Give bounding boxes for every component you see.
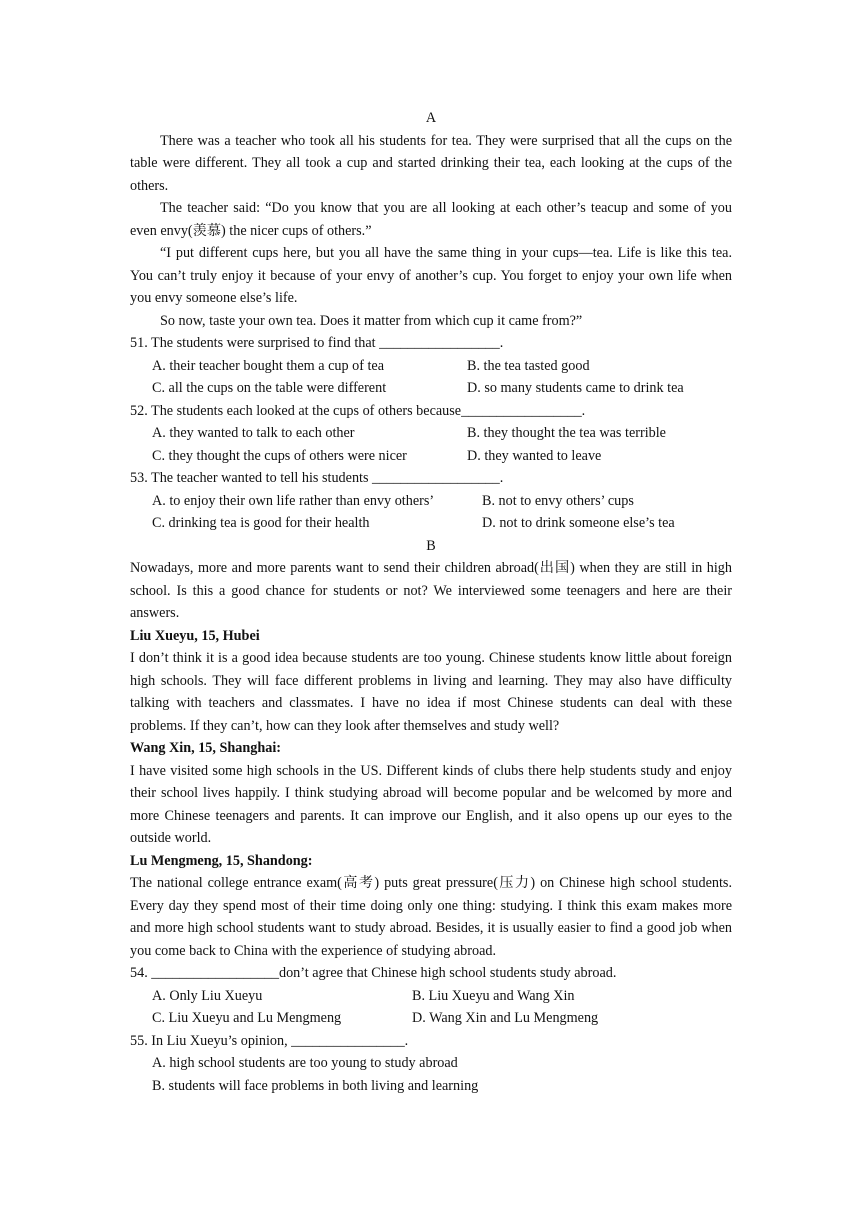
document-content bbox=[130, 107, 732, 1097]
option-b: B. students will face problems in both living and learning bbox=[152, 1077, 479, 1094]
speaker-text-3: The national college entrance exam(高考) puts great pressure(压力) on Chinese high school students. Every day they spend most of their time doing only one thing: studying. I think this exam makes more and more high school students want to study abroad. Besides, it is usually easier to find a good job when you come back to China with the experience of studying abroad. bbox=[130, 875, 732, 959]
question-stem: 52. The students each looked at the cups of others because_________________. bbox=[130, 402, 586, 419]
passage-a-label: A bbox=[425, 110, 437, 126]
option-a: A. to enjoy their own life rather than envy others’ bbox=[152, 492, 435, 509]
speaker-name-3: Lu Mengmeng, 15, Shandong: bbox=[130, 852, 313, 869]
option-c: C. drinking tea is good for their health bbox=[152, 515, 370, 531]
option-a: A. Only Liu Xueyu bbox=[152, 987, 263, 1004]
option-a: A. high school students are too young to study abroad bbox=[152, 1055, 458, 1071]
question-stem: 54. __________________don’t agree that Chinese high school students study abroad. bbox=[130, 965, 617, 981]
option-c: C. Liu Xueyu and Lu Mengmeng bbox=[152, 1010, 342, 1026]
speaker-text-1: I don’t think it is a good idea because students are too young. Chinese students know little about foreign high schools. They will face different problems in living and learning. They may also have difficulty talking with teachers and classmates. I have no idea if most Chinese students can deal with these problems. If they can’t, how can they look after themselves and study well? bbox=[130, 650, 732, 734]
option-b: B. Liu Xueyu and Wang Xin bbox=[412, 987, 575, 1004]
option-d: D. Wang Xin and Lu Mengmeng bbox=[412, 1010, 599, 1026]
question-53 bbox=[130, 467, 732, 535]
passage-a-paragraph-4: So now, taste your own tea. Does it matter from which cup it came from?” bbox=[160, 312, 583, 329]
speaker-text-2: I have visited some high schools in the US. Different kinds of clubs there help students study and enjoy their school lives happily. I think studying abroad will become popular and be welcomed by more and more Chinese teenagers and parents. It can improve our English, and it also opens up our eyes to the outside world. bbox=[130, 762, 732, 846]
option-d: D. not to drink someone else’s tea bbox=[482, 515, 675, 531]
question-stem: 53. The teacher wanted to tell his students __________________. bbox=[130, 470, 504, 486]
option-c: C. they thought the cups of others were nicer bbox=[152, 447, 407, 464]
question-55 bbox=[130, 1030, 732, 1098]
passage-a-paragraph-3: “I put different cups here, but you all have the same thing in your cups—tea. Life is like this tea. You can’t truly enjoy it because of your envy of another’s cup. You forget to enjoy your own life when you envy someone else’s life. bbox=[130, 245, 732, 306]
option-a: A. they wanted to talk to each other bbox=[152, 425, 355, 441]
question-51 bbox=[130, 332, 732, 400]
option-d: D. so many students came to drink tea bbox=[467, 380, 684, 396]
speaker-name-2: Wang Xin, 15, Shanghai: bbox=[130, 740, 281, 756]
option-c: C. all the cups on the table were different bbox=[152, 380, 387, 396]
question-stem: 55. In Liu Xueyu’s opinion, ________________. bbox=[130, 1032, 409, 1049]
speaker-name-1: Liu Xueyu, 15, Hubei bbox=[130, 627, 260, 644]
passage-a-paragraph-2: The teacher said: “Do you know that you are all looking at each other’s teacup and some of you even envy(羡慕) the nicer cups of others.” bbox=[130, 200, 732, 239]
option-a: A. their teacher bought them a cup of tea bbox=[152, 357, 385, 374]
question-stem: 51. The students were surprised to find that _________________. bbox=[130, 335, 504, 351]
passage-b-intro: Nowadays, more and more parents want to send their children abroad(出国) when they are still in high school. Is this a good chance for students or not? We interviewed some teenagers and here are their answers. bbox=[130, 560, 732, 621]
question-52 bbox=[130, 400, 732, 468]
option-b: B. they thought the tea was terrible bbox=[467, 425, 666, 441]
passage-a-paragraph-1: There was a teacher who took all his students for tea. They were surprised that all the cups on the table were different. They all took a cup and started drinking their tea, each looking at the cups of the others. bbox=[130, 132, 732, 194]
question-54 bbox=[130, 962, 732, 1030]
passage-b-label: B bbox=[426, 537, 436, 554]
option-b: B. not to envy others’ cups bbox=[482, 492, 634, 509]
option-d: D. they wanted to leave bbox=[467, 447, 602, 464]
option-b: B. the tea tasted good bbox=[467, 357, 590, 374]
